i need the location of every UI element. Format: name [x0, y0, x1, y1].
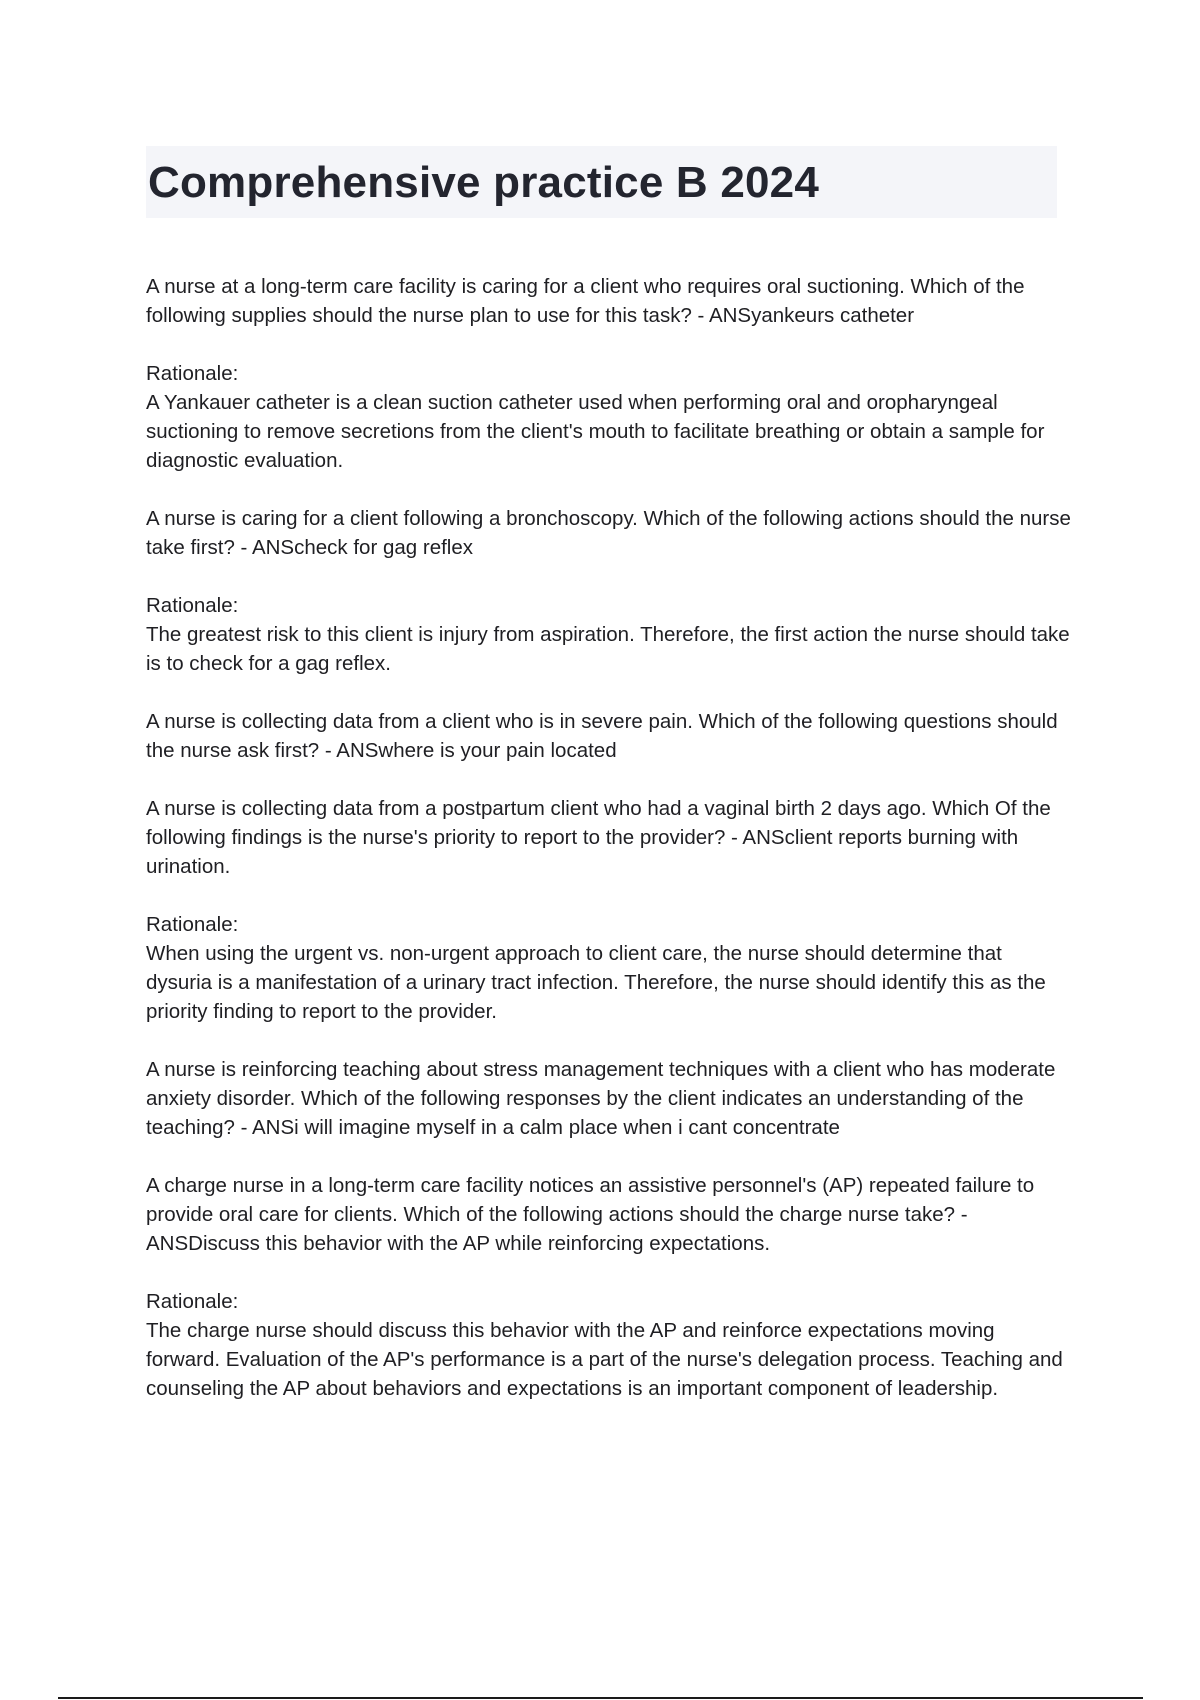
- document-title: Comprehensive practice B 2024: [148, 158, 819, 207]
- rationale-text: A Yankauer catheter is a clean suction catheter used when performing oral and oropharyngeal suctioning to remove secretions from the client's mouth to facilitate breathing or obtain a sample for diagnostic evaluation.: [146, 391, 1045, 472]
- rationale-label: Rationale:: [146, 913, 239, 936]
- rationale-text: The charge nurse should discuss this behavior with the AP and reinforce expectations moving forward. Evaluation of the AP's performance is a part of the nurse's delegation process. Teaching and counseling the AP about behaviors and expectations is an important component of leadership.: [146, 1319, 1063, 1400]
- rationale-label: Rationale:: [146, 1290, 239, 1313]
- rationale-text: When using the urgent vs. non-urgent approach to client care, the nurse should determine that dysuria is a manifestation of a urinary tract infection. Therefore, the nurse should identify this as the priority finding to report to the provider.: [146, 942, 1046, 1023]
- question-text: A nurse is collecting data from a client who is in severe pain. Which of the following questions should the nurse ask first? - ANSwhere is your pain located: [146, 710, 1058, 762]
- question-text: A nurse is caring for a client following a bronchoscopy. Which of the following actions should the nurse take first? - ANScheck for gag reflex: [146, 507, 1071, 559]
- rationale-label: Rationale:: [146, 362, 239, 385]
- question-block-5: [146, 1055, 1071, 1142]
- question-block-2: [146, 504, 1071, 562]
- rationale-block-6: [146, 1287, 1071, 1403]
- question-text: A nurse is reinforcing teaching about stress management techniques with a client who has moderate anxiety disorder. Which of the following responses by the client indicates an understanding of the teaching? - ANSi will imagine myself in a calm place when i cant concentrate: [146, 1058, 1056, 1139]
- question-block-3: [146, 707, 1071, 765]
- rationale-label: Rationale:: [146, 594, 239, 617]
- rationale-block-1: [146, 359, 1071, 475]
- question-block-6: [146, 1171, 1071, 1258]
- document-body: [146, 272, 1071, 1432]
- footer-divider: [58, 1697, 1143, 1699]
- question-block-1: [146, 272, 1071, 330]
- question-text: A nurse is collecting data from a postpartum client who had a vaginal birth 2 days ago. Which Of the following findings is the nurse's priority to report to the provider? - ANSclient reports burning with urination.: [146, 797, 1051, 878]
- rationale-block-2: [146, 591, 1071, 678]
- question-text: A charge nurse in a long-term care facility notices an assistive personnel's (AP) repeated failure to provide oral care for clients. Which of the following actions should the charge nurse take? - ANSDiscuss this behavior with the AP while reinforcing expectations.: [146, 1174, 1035, 1255]
- question-text: A nurse at a long-term care facility is caring for a client who requires oral suctioning. Which of the following supplies should the nurse plan to use for this task? - ANSyankeurs catheter: [146, 275, 1025, 327]
- title-banner: [146, 146, 1057, 218]
- question-block-4: [146, 794, 1071, 881]
- rationale-text: The greatest risk to this client is injury from aspiration. Therefore, the first action the nurse should take is to check for a gag reflex.: [146, 623, 1070, 675]
- rationale-block-4: [146, 910, 1071, 1026]
